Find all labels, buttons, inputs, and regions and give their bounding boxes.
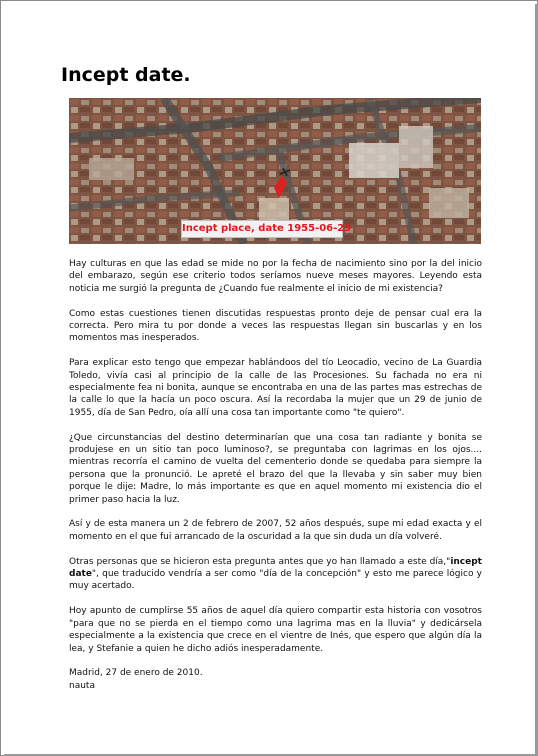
- paragraph-3: Para explicar esto tengo que empezar hablándoos del tío Leocadio, vecino de La Guardia Toledo, vivía casi al principio de la calle de las Procesiones. Su fachada no era ni especialmente fea ni bonita, aunque se encontraba en una de las partes mas estrechas de la calle lo que la hacía un poco oscura. Así la recordaba la mujer que un 29 de junio de 1955, día de San Pedro, oía allí una cosa tan importante como "te quiero".: [69, 358, 482, 418]
- article-body: [69, 258, 482, 692]
- image-caption: Incept place, date 1955-06-29: [181, 220, 343, 238]
- signature-name: nauta: [69, 680, 95, 691]
- paragraph-1: Hay culturas en que las edad se mide no por la fecha de nacimiento sino por la del inicio del embarazo, según ese criterio todos seríamos nueve meses mayores. Leyendo esta noticia me surgió la pregunta de ¿Cuando fue realmente el inicio de mi existencia?: [69, 259, 482, 294]
- paragraph-6: [69, 556, 482, 593]
- paragraph-6-end: ", que traducido vendría a ser como "día de la concepción" y esto me parece lógico y muy acertado.: [69, 569, 482, 592]
- paragraph-4: ¿Que circunstancias del destino determinarían que una cosa tan radiante y bonita se produjese en un sitio tan poco luminoso?, se preguntaba con lagrimas en los ojos.... mientras recorría el camino de vuelta del cementerio donde se quedaba para siempre la persona que la pronunció. Le apreté el brazo del que la llevaba y sin saber muy bien porque le dije: Madre, lo más importante es que en aquel momento mi existencia dio el primer paso hacia la luz.: [69, 432, 482, 505]
- paragraph-6-start: Otras personas que se hicieron esta pregunta antes que yo han llamado a este día,": [69, 556, 451, 567]
- paragraph-7: Hoy apunto de cumplirse 55 años de aquel día quiero compartir esta historia con vosotros "para que no se pierda en el tiempo como una lagrima mas en la lluvia" y dedicársela especialmente a la existencia que crece en el vientre de Inés, que espero que algún día la lea, y Stefanie a quien he dicho adiós inesperadamente.: [69, 606, 482, 654]
- incept-date-bold: incept date: [69, 556, 482, 580]
- signature-date: Madrid, 27 de enero de 2010.: [69, 668, 203, 679]
- page-title: Incept date.: [61, 64, 191, 86]
- paragraph-5: Así y de esta manera un 2 de febrero de 2007, 52 años después, supe mi edad exacta y el momento en el que fui arrancado de la oscuridad a la que sin duda un día volveré.: [69, 519, 482, 542]
- paragraph-2: Como estas cuestiones tienen discutidas respuestas pronto deje de pensar cual era la correcta. Pero mira tu por donde a veces las respuestas llegan sin buscarlas y en los momentos mas inesperados.: [69, 308, 482, 344]
